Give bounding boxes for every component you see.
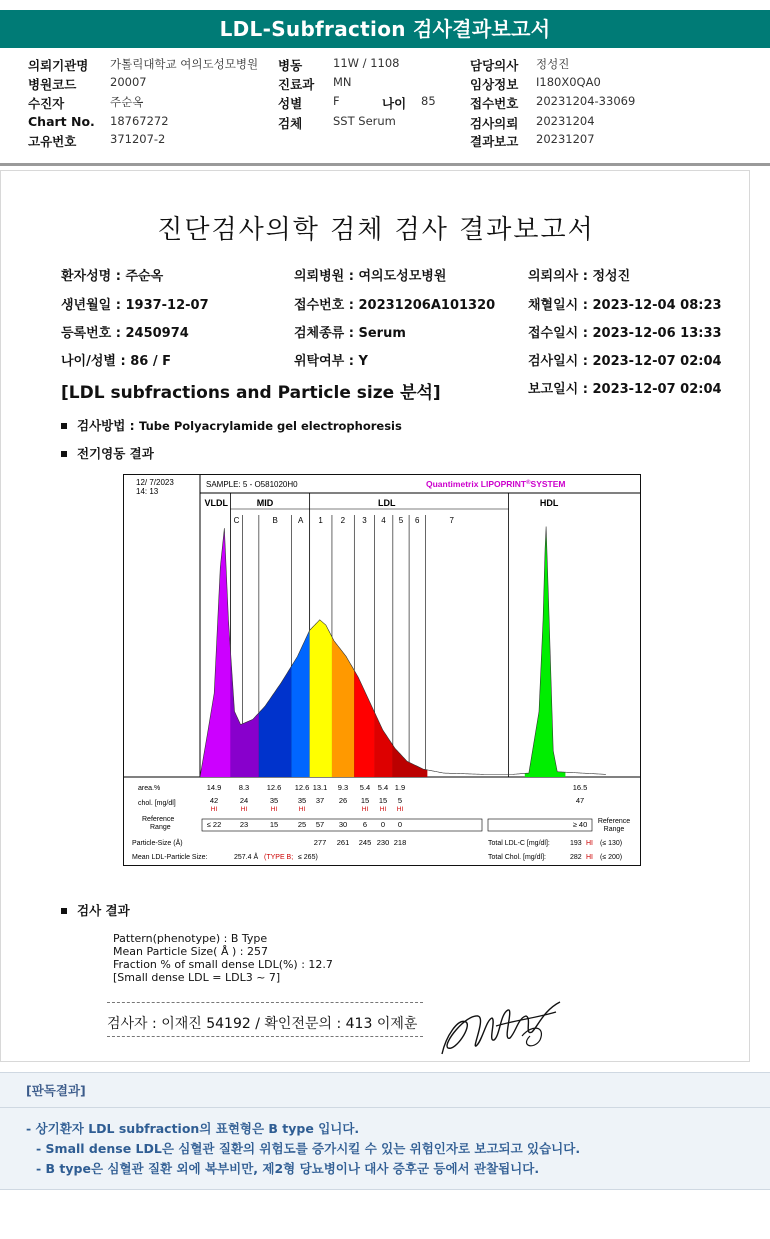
mean-ref: ≤ 265) [298,854,318,861]
hi-flag: HI [396,806,404,813]
total-chol-flag: HI [586,854,593,861]
band-group-label: LDL [378,498,396,508]
ref-value: 23 [239,820,249,829]
field-label: 검체 [278,116,303,131]
report-document [0,170,750,1062]
field-label: 임상정보 [470,77,519,92]
band-label: 6 [414,516,420,525]
total-ldl-label: Total LDL-C [mg/dl]: [488,840,550,847]
chol-value: 5 [397,796,403,805]
field-label: Chart No. [28,114,95,129]
field-label: 의뢰기관명 [28,58,89,73]
result-line: [Small dense LDL = LDL3 ~ 7] [113,971,281,984]
field-value: 2023-12-04 08:23 [592,298,722,313]
band-label: 5 [398,516,404,525]
field-label: 진료과 [278,77,315,92]
field-label: 접수일시 : [528,326,593,341]
report-title: LDL-Subfraction 검사결과보고서 [0,10,770,48]
chart-date: 12/ 7/2023 [136,478,174,487]
birthdate-field [61,294,209,313]
particle-size: 277 [313,838,327,847]
hi-flag: HI [270,806,278,813]
field-value: Y [358,354,368,369]
band-label: C [233,516,240,525]
signature-line [107,1013,417,1033]
field-label: 결과보고 [470,134,519,149]
field-value: 371207-2 [110,132,166,146]
interpretation-line: - 상기환자 LDL subfraction의 표현형은 B type 입니다. [26,1121,360,1136]
field-label: 검사일시 : [528,354,593,369]
curve-fill [354,670,374,777]
hi-flag: HI [240,806,248,813]
chart-sample: SAMPLE: 5 - O581020H0 [206,480,298,489]
field-label: 나이 [382,96,407,111]
divider [107,1036,423,1037]
field-value: 1937-12-07 [125,298,209,313]
field-label: 병동 [278,58,303,73]
results-block [113,932,333,984]
area-value: 16.5 [572,783,588,792]
chart-brand: Quantimetrix LIPOPRINT®SYSTEM [426,479,566,489]
ref-value: 0 [397,820,403,829]
mean-size: 257.4 Å [234,854,259,861]
band-label: 3 [362,516,367,525]
specialist-label: 확인전문의 : [264,1016,346,1032]
field-value: 20231204-33069 [536,94,636,108]
particle-size: 245 [358,838,372,847]
particle-size: 218 [393,838,407,847]
total-chol-value: 282 [570,854,582,861]
curve-fill [332,637,354,777]
field-value: 가톨릭대학교 여의도성모병원 [110,57,259,71]
divider [0,1107,770,1108]
field-value: 정성진 [592,269,631,284]
interpretation-line: - Small dense LDL은 심혈관 질환의 위험도를 증가시킬 수 있는 위험인자로 보고되고 있습니다. [36,1141,581,1156]
chol-value: 15 [378,796,388,805]
field-label: 환자성명 : [61,269,126,284]
total-chol-ref: (≤ 200) [600,854,623,861]
field-label: 수진자 [28,96,65,111]
received-time-field [528,322,722,341]
field-label: 보고일시 : [528,382,593,397]
field-label: 고유번호 [28,134,77,149]
chol-value: 26 [338,796,348,805]
area-value: 9.3 [337,783,349,792]
field-value: MN [333,75,352,89]
curve-fill [259,666,291,777]
result-line: Pattern(phenotype) : B Type [113,932,268,945]
interpretation-line: - B type은 심혈관 질환 외에 복부비만, 제2형 당뇨병이나 대사 증후군 등에서 관찰됩니다. [36,1161,540,1176]
chol-value: 42 [209,796,219,805]
total-chol-label: Total Chol. [mg/dl]: [488,854,546,861]
ref-value: 57 [315,820,325,829]
row-label: Range [150,824,171,831]
examiner-label: 검사자 : [107,1016,162,1032]
field-value: Serum [358,326,406,341]
particle-size: 230 [376,838,390,847]
field-value: 86 / F [130,354,172,369]
area-value: 5.4 [377,783,389,792]
field-value: 20231207 [536,132,595,146]
field-label: 접수번호 : [294,298,359,313]
ref-value: 6 [362,820,368,829]
field-value: 11W / 1108 [333,56,400,70]
field-value: SST Serum [333,114,396,128]
band-label: A [298,516,304,525]
hospital-field [294,265,446,284]
hdl-ref-label: Reference [597,818,631,825]
signature-image [436,996,566,1061]
band-label: 1 [318,516,323,525]
field-value: 85 [421,94,436,108]
mean-type: (TYPE B; [264,854,294,861]
method-value: Tube Polyacrylamide gel electrophoresis [139,419,402,433]
band-label: 4 [381,516,386,525]
area-value: 13.1 [312,783,328,792]
field-value: F [333,94,340,108]
specialist: 413 이제훈 [345,1016,418,1032]
field-label: 나이/성별 : [61,354,131,369]
area-value: 1.9 [394,783,406,792]
electrophoresis-heading: 전기영동 결과 [61,444,154,462]
results-heading: 검사 결과 [61,901,130,919]
chol-value: 35 [269,796,279,805]
field-value: 여의도성모병원 [358,269,447,284]
field-value: 2023-12-06 13:33 [592,326,722,341]
field-value: 2450974 [125,326,189,341]
area-value: 14.9 [206,783,222,792]
chol-value: 37 [315,796,325,805]
area-value: 5.4 [359,783,371,792]
field-label: 검체종류 : [294,326,359,341]
registration-field [61,322,189,341]
field-value: 20007 [110,75,147,89]
method-label: 검사방법 : [77,418,140,433]
field-label: 검사의뢰 [470,116,519,131]
ref-value: 30 [338,820,348,829]
interpretation-title: [판독결과] [26,1083,86,1098]
ref-value: ≤ 22 [206,820,222,829]
divider-slash: / [250,1016,265,1032]
total-ldl-ref: (≤ 130) [600,840,623,847]
field-value: 정성진 [536,57,570,71]
chol-value: 35 [297,796,307,805]
band-group-label: VLDL [204,498,228,508]
area-value: 12.6 [294,783,310,792]
curve-fill [525,526,566,777]
ref-value: 25 [297,820,307,829]
curve-fill [291,630,309,777]
curve-fill [393,745,428,777]
ref-value: 0 [380,820,386,829]
consign-field [294,350,368,369]
lipoprint-chart [123,474,641,866]
collection-time-field [528,294,722,313]
test-time-field [528,350,722,369]
total-ldl-value: 193 [570,840,582,847]
row-label: chol. [mg/dl] [138,800,176,807]
field-value: 2023-12-07 02:04 [592,382,722,397]
hdl-ref-label: Range [603,826,625,833]
hi-flag: HI [379,806,387,813]
chol-value: 47 [575,796,585,805]
curve-fill [310,620,332,777]
area-value: 12.6 [266,783,282,792]
total-ldl-flag: HI [586,840,593,847]
field-label: 접수번호 [470,96,519,111]
field-label: 생년월일 : [61,298,126,313]
row-label: Particle-Size (Å) [132,840,183,847]
field-label: 의뢰병원 : [294,269,359,284]
interpretation-panel [0,1072,770,1190]
hi-flag: HI [361,806,369,813]
particle-size: 261 [336,838,350,847]
field-label: 등록번호 : [61,326,126,341]
patient-name-field [61,265,163,284]
row-label: Reference [142,816,175,823]
area-value: 8.3 [238,783,250,792]
curve-fill [230,650,258,777]
band-label: 2 [340,516,346,525]
field-value: I180X0QA0 [536,75,601,89]
hi-flag: HI [298,806,306,813]
field-value: 2023-12-07 02:04 [592,354,722,369]
row-label: area.% [138,785,161,792]
divider [0,163,770,166]
electrophoresis-chart [124,475,640,865]
field-value: 20231206A101320 [358,298,496,313]
divider [107,1002,423,1003]
band-label: 7 [449,516,454,525]
chol-value: 24 [239,796,249,805]
examiner: 이재진 54192 [161,1016,251,1032]
result-line: Mean Particle Size( Å ) : 257 [113,945,268,958]
field-label: 의뢰의사 : [528,269,593,284]
band-group-label: HDL [539,498,559,508]
row-label: Mean LDL-Particle Size: [132,854,208,861]
field-label: 병원코드 [28,77,77,92]
age-sex-field [61,350,171,369]
chart-time: 14: 13 [136,487,159,496]
band-group-label: MID [256,498,274,508]
hi-flag: HI [210,806,218,813]
field-label: 채혈일시 : [528,298,593,313]
band-label: B [272,516,278,525]
doctor-field [528,265,630,284]
curve-fill [375,712,393,777]
ref-value: ≥ 40 [572,820,588,829]
field-value: 주순옥 [110,95,144,109]
document-title: 진단검사의학 검체 검사 결과보고서 [157,215,595,245]
field-value: 18767272 [110,114,169,128]
chol-value: 15 [360,796,370,805]
field-label: 위탁여부 : [294,354,359,369]
section-title: [LDL subfractions and Particle size 분석] [61,383,441,403]
result-line: Fraction % of small dense LDL(%) : 12.7 [113,958,333,971]
specimen-field [294,322,406,341]
field-label: 담당의사 [470,58,519,73]
field-value: 주순옥 [125,269,164,284]
ref-value: 15 [269,820,279,829]
field-label: 성별 [278,96,303,111]
method-line [61,416,402,434]
field-value: 20231204 [536,114,595,128]
accession-field [294,294,495,313]
report-time-field [528,378,722,397]
